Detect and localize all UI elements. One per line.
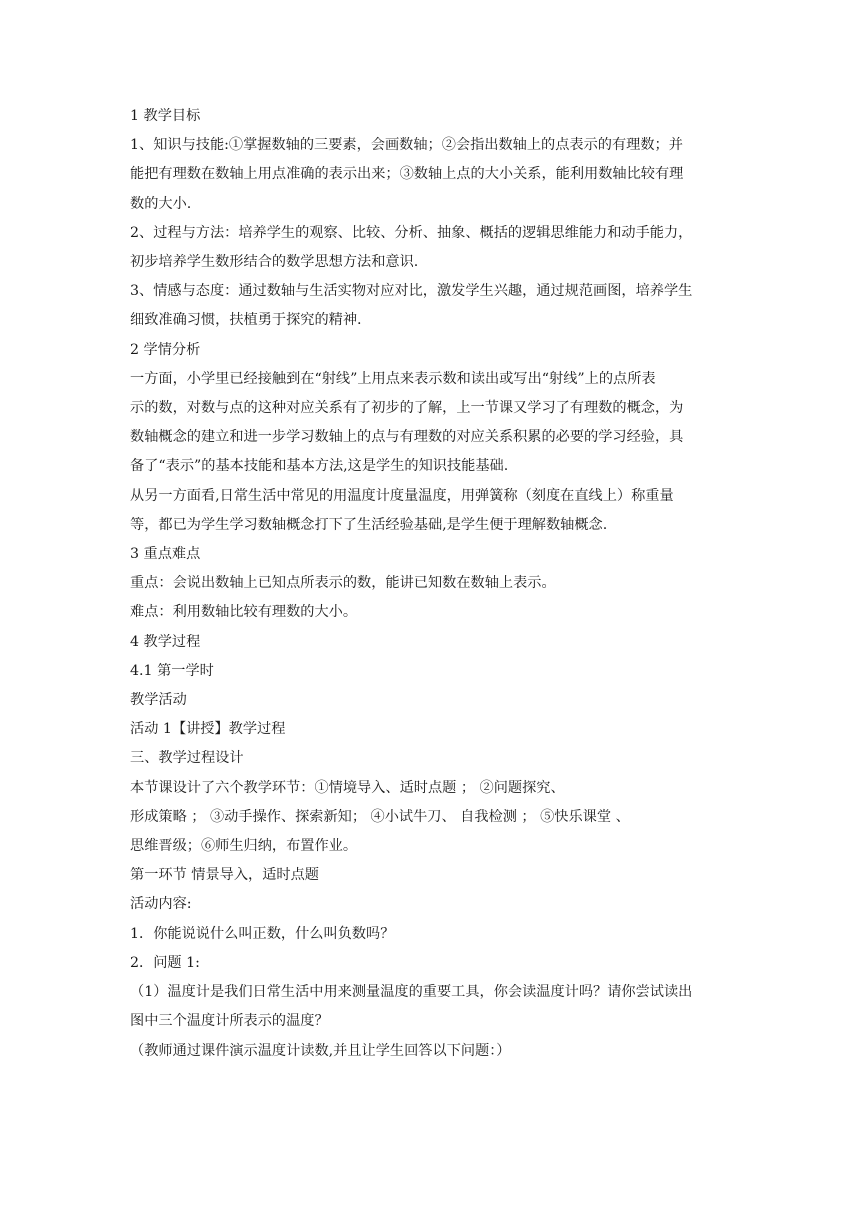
paragraph-line: 2．问题 1: [130,954,200,971]
paragraph-line: （1）温度计是我们日常生活中用来测量温度的重要工具，你会读温度计吗？请你尝试读出 [130,984,693,1001]
paragraph-line: 图中三个温度计所表示的温度？ [130,1013,329,1030]
paragraph-line: 2、过程与方法：培养学生的观察、比较、分析、抽象、概括的逻辑思维能力和动手能力， [130,224,693,241]
paragraph-line: 数轴概念的建立和进一步学习数轴上的点与有理数的对应关系积累的必要的学习经验，具 [130,429,684,446]
paragraph-line: 重点：会说出数轴上已知点所表示的数，能讲已知数在数轴上表示。 [130,575,556,592]
paragraph-line: 初步培养学生数形结合的数学思想方法和意识. [130,254,419,271]
paragraph-line: 3、情感与态度：通过数轴与生活实物对应对比，激发学生兴趣，通过规范画图，培养学生 [130,283,693,300]
paragraph-line: 从另一方面看,日常生活中常见的用温度计度量温度，用弹簧称（刻度在直线上）称重量 [130,487,674,504]
paragraph-line: 活动内容: [130,896,192,913]
paragraph-line: 备了“表示”的基本技能和基本方法,这是学生的知识技能基础. [130,458,509,475]
heading-teaching-process: 4 教学过程 [130,633,201,650]
paragraph-line: 活动 1【讲授】教学过程 [130,721,286,738]
paragraph-line: 示的数，对数与点的这种对应关系有了初步的了解，上一节课又学习了有理数的概念，为 [130,400,684,417]
heading-key-points: 3 重点难点 [130,546,201,563]
paragraph-line: 难点：利用数轴比较有理数的大小。 [130,604,358,621]
paragraph-line: 能把有理数在数轴上用点准确的表示出来；③数轴上点的大小关系，能利用数轴比较有理 [130,166,684,183]
paragraph-line: 本节课设计了六个教学环节：①情境导入、适时点题 ； ②问题探究、 [130,779,565,796]
paragraph-line: 第一环节 情景导入，适时点题 [130,867,319,884]
paragraph-line: 思维晋级；⑥师生归纳，布置作业。 [130,838,358,855]
paragraph-line: 1、知识与技能:①掌握数轴的三要素，会画数轴；②会指出数轴上的点表示的有理数；并 [130,137,683,154]
paragraph-line: 细致准确习惯，扶植勇于探究的精神. [130,312,362,329]
paragraph-line: （教师通过课件演示温度计读数,并且让学生回答以下问题：） [130,1042,511,1059]
paragraph-line: 三、教学过程设计 [130,750,244,767]
heading-student-analysis: 2 学情分析 [130,341,201,358]
paragraph-line: 一方面，小学里已经接触到在“射线”上用点来表示数和读出或写出“射线”上的点所表 [130,370,656,387]
paragraph-line: 教学活动 [130,692,187,709]
subheading-first-period: 4.1 第一学时 [130,662,214,679]
heading-teaching-goals: 1 教学目标 [130,108,201,124]
document-page [130,102,732,1066]
paragraph-line: 形成策略 ； ③动手操作、探索新知； ④小试牛刀、 自我检测 ； ⑤快乐课堂 、 [130,808,630,825]
paragraph-line: 等，都已为学生学习数轴概念打下了生活经验基础,是学生便于理解数轴概念. [130,516,608,533]
paragraph-line: 数的大小. [130,195,192,212]
paragraph-line: 1．你能说说什么叫正数，什么叫负数吗？ [130,925,395,942]
